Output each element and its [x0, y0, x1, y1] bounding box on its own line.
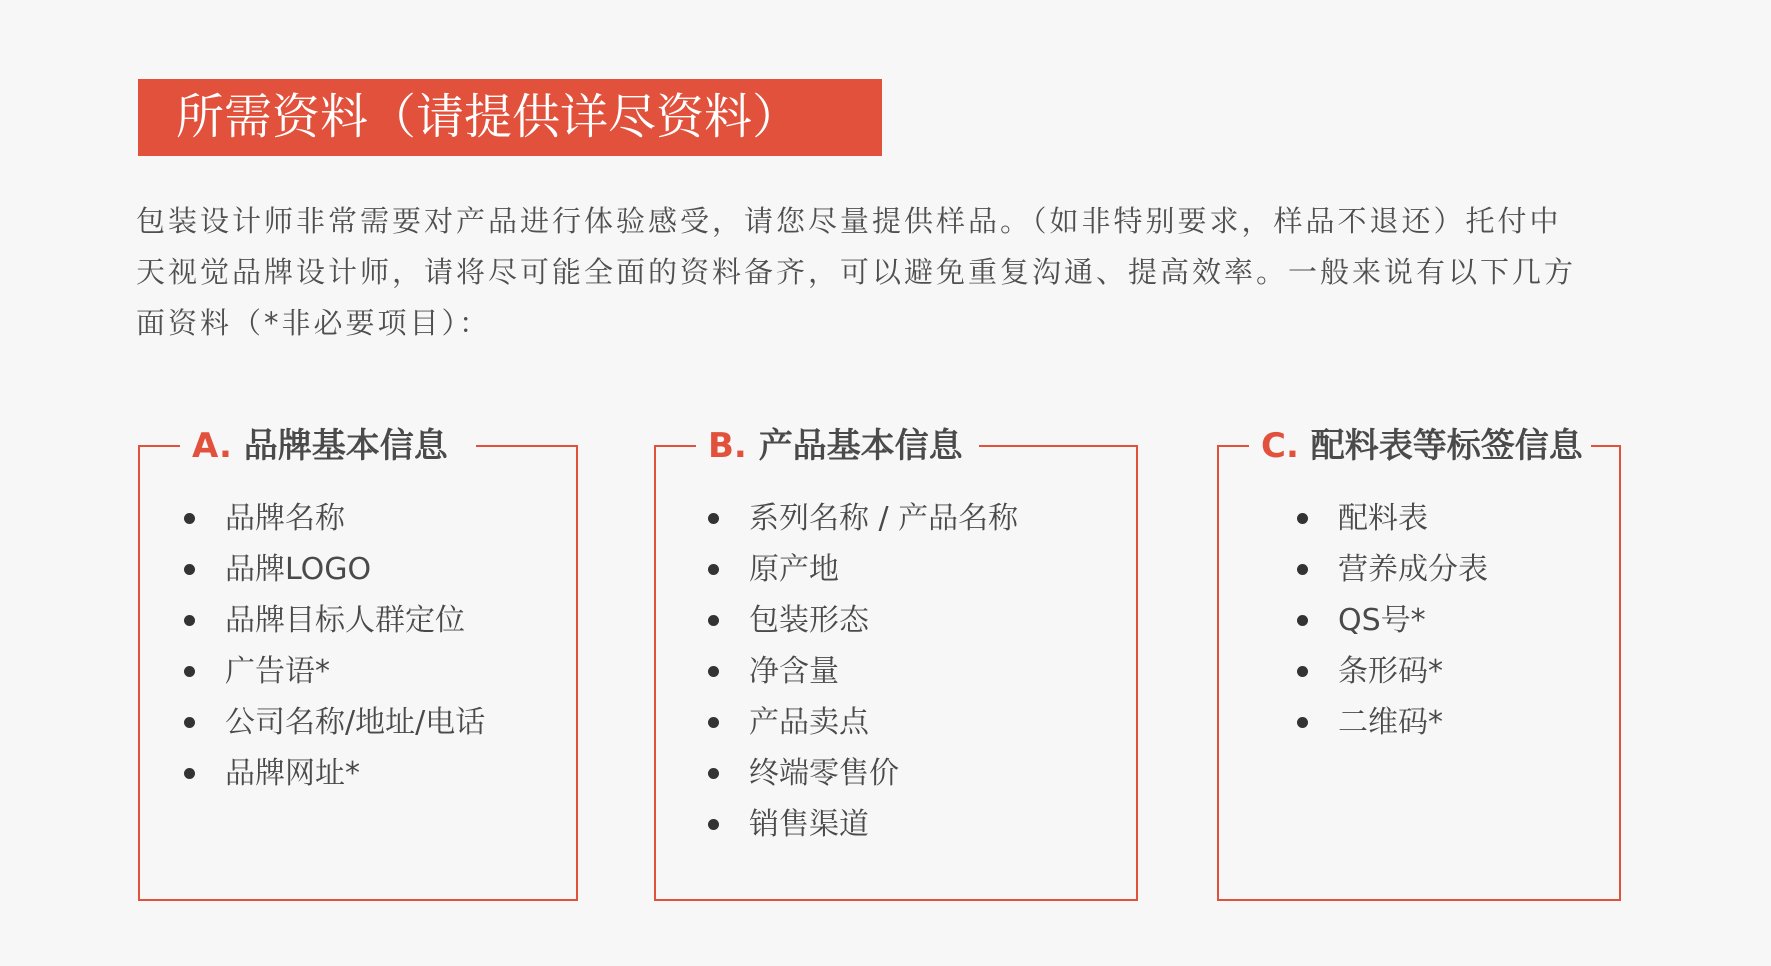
section-item-list — [708, 493, 1018, 850]
list-item — [708, 544, 1018, 595]
list-item — [184, 493, 485, 544]
list-item-label: 系列名称 / 产品名称 — [749, 501, 1019, 536]
list-item — [1297, 646, 1488, 697]
bullet-icon — [184, 768, 195, 779]
list-item-label: 终端零售价 — [749, 756, 899, 791]
list-item — [1297, 697, 1488, 748]
bullet-icon — [1297, 615, 1308, 626]
section-title — [696, 421, 979, 471]
section-label-info — [1217, 426, 1621, 901]
list-item — [1297, 595, 1488, 646]
section-item-list — [1297, 493, 1488, 748]
section-letter: A. — [192, 426, 232, 466]
list-item-label: 净含量 — [749, 654, 839, 689]
list-item — [1297, 544, 1488, 595]
list-item-label: 销售渠道 — [749, 807, 869, 842]
intro-line: 面资料（*非必要项目）： — [136, 306, 492, 340]
bullet-icon — [184, 717, 195, 728]
bullet-icon — [708, 564, 719, 575]
list-item — [708, 799, 1018, 850]
bullet-icon — [1297, 666, 1308, 677]
section-title-text: 产品基本信息 — [758, 426, 963, 466]
list-item — [184, 748, 485, 799]
list-item — [708, 748, 1018, 799]
page-title-banner — [138, 79, 882, 156]
list-item-label: 条形码* — [1338, 654, 1443, 689]
section-brand-info — [138, 426, 578, 901]
list-item — [708, 493, 1018, 544]
section-letter: C. — [1261, 426, 1299, 466]
bullet-icon — [184, 666, 195, 677]
section-title — [1249, 421, 1591, 471]
list-item-label: 产品卖点 — [749, 705, 869, 740]
list-item-label: 广告语* — [225, 654, 330, 689]
list-item-label: QS号* — [1338, 603, 1426, 638]
list-item-label: 二维码* — [1338, 705, 1443, 740]
section-title-text: 品牌基本信息 — [243, 426, 448, 466]
bullet-icon — [708, 666, 719, 677]
list-item-label: 原产地 — [749, 552, 839, 587]
intro-line: 天视觉品牌设计师，请将尽可能全面的资料备齐，可以避免重复沟通、提高效率。一般来说有以下几方 — [136, 255, 1577, 289]
section-product-info — [654, 426, 1138, 901]
bullet-icon — [1297, 513, 1308, 524]
list-item-label: 营养成分表 — [1338, 552, 1488, 587]
list-item-label: 包装形态 — [749, 603, 869, 638]
list-item-label: 品牌目标人群定位 — [225, 603, 465, 638]
list-item-label: 品牌网址* — [225, 756, 360, 791]
section-item-list — [184, 493, 485, 799]
bullet-icon — [708, 615, 719, 626]
bullet-icon — [708, 717, 719, 728]
bullet-icon — [184, 615, 195, 626]
bullet-icon — [1297, 717, 1308, 728]
list-item — [708, 697, 1018, 748]
section-title-text: 配料表等标签信息 — [1310, 426, 1583, 466]
list-item-label: 品牌名称 — [225, 501, 345, 536]
bullet-icon — [708, 513, 719, 524]
section-title — [180, 421, 476, 471]
bullet-icon — [1297, 564, 1308, 575]
intro-line: 包装设计师非常需要对产品进行体验感受，请您尽量提供样品。（如非特别要求，样品不退还）托付中 — [136, 204, 1562, 238]
bullet-icon — [708, 819, 719, 830]
list-item — [184, 544, 485, 595]
page-title: 所需资料（请提供详尽资料） — [176, 89, 801, 145]
list-item — [1297, 493, 1488, 544]
list-item-label: 品牌LOGO — [225, 552, 372, 587]
bullet-icon — [184, 513, 195, 524]
list-item — [184, 595, 485, 646]
list-item — [184, 697, 485, 748]
bullet-icon — [708, 768, 719, 779]
list-item-label: 公司名称/地址/电话 — [225, 705, 486, 740]
intro-paragraph — [136, 196, 1636, 349]
section-letter: B. — [708, 426, 747, 466]
list-item — [708, 595, 1018, 646]
list-item — [184, 646, 485, 697]
bullet-icon — [184, 564, 195, 575]
list-item — [708, 646, 1018, 697]
list-item-label: 配料表 — [1338, 501, 1428, 536]
